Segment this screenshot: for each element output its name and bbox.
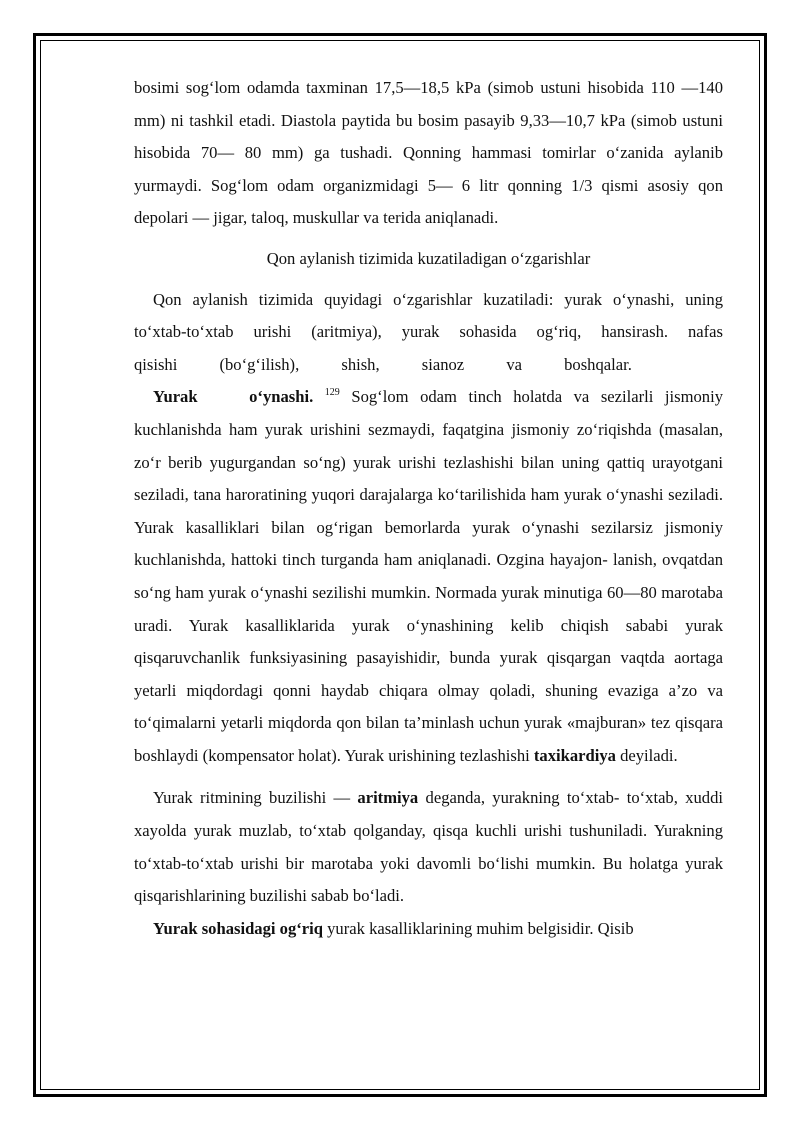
section-heading: Qon aylanish tizimida kuzatiladigan o‘zgarishlar	[266, 248, 591, 268]
term-chest-pain: Yurak sohasidagi og‘riq	[153, 918, 323, 938]
palpitation-end: deyiladi.	[615, 745, 678, 765]
page-content	[134, 72, 723, 945]
paragraph-palpitation	[134, 381, 723, 772]
paragraph-changes-line2: qisishi (bo‘g‘ilish), shish, sianoz va boshqalar.	[134, 354, 632, 374]
term-palpitation: Yurak o‘ynashi.	[153, 387, 314, 407]
arrhythmia-start: Yurak ritmining buzilishi —	[153, 788, 358, 808]
palpitation-text: Sog‘lom odam tinch holatda va sezilarli jismoniy kuchlanishda ham yurak urishini sezmaydi, faqatgina jismoniy zo‘riqishda (masalan, zo‘r berib yugurgandan so‘ng) yurak urishi tezlashishi bilan uning qattiq urayotgani seziladi, tana haroratining yuqori darajalarga ko‘tarilishida ham yurak o‘ynashi seziladi. Yurak kasalliklari bilan og‘rigan bemorlarda yurak o‘ynashi sezilarsiz jismoniy kuchlanishda, hattoki tinch turganda ham aniqlanadi. Ozgina hayajon- lanish, ovqatdan so‘ng ham yurak o‘ynashi sezilishi mumkin. Normada yurak minutiga 60—80 marotaba uradi. Yurak kasalliklarida yurak o‘ynashining kelib chiqish sababi yurak qisqaruvchanlik funksiyasining pasayishidir, bunda yurak qisqargan vaqtda aortaga yetarli miqdordagi qonni haydab chiqara olmay qoladi, shuning evaziga a’zo va to‘qimalarni yetarli miqdorda qon bilan ta’minlash uchun yurak «majburan» tez qisqara boshlaydi (kompensator holat). Yurak urishining tezlashishi	[134, 387, 723, 765]
term-arrhythmia: aritmiya	[357, 788, 419, 808]
paragraph-changes	[134, 284, 723, 349]
arrhythmia-text: deganda, yurakning to‘xtab- to‘xtab, xuddi xayolda yurak muzlab, to‘xtab qolganday, qisqa kuchli urishi tushuniladi. Yurakning to‘xtab-to‘xtab urishi bir marotaba yoki davomli bo‘lishi mumkin. Bu holatga yurak qisqarishlarining buzilishi sabab bo‘ladi.	[134, 788, 723, 906]
paragraph-changes-line1: Qon aylanish tizimida quyidagi o‘zgarishlar kuzatiladi: yurak o‘ynashi, uning to‘xtab-to‘xtab urishi (aritmiya), yurak sohasida og‘riq, hansirash. nafas	[134, 289, 723, 342]
paragraph-blood-pressure: bosimi sog‘lom odamda taxminan 17,5—18,5 kPa (simob ustuni hisobida 110 —140 mm) ni tashkil etadi. Diastola paytida bu bosim pasayib 9,33—10,7 kPa (simob ustuni hisobida 70— 80 mm) ga tushadi. Qonning hammasi tomirlar o‘zanida aylanib yurmaydi. Sog‘lom odam organizmidagi 5— 6 litr qonning 1/3 qismi asosiy qon depolari — jigar, taloq, muskullar va terida aniqlanadi.	[134, 78, 723, 228]
footnote-marker: 129	[324, 387, 340, 399]
paragraph-changes-end	[134, 349, 723, 382]
paragraph-arrhythmia	[134, 782, 723, 912]
paragraph-chest-pain	[134, 913, 723, 946]
term-tachycardia: taxikardiya	[533, 745, 616, 765]
chest-pain-text: yurak kasalliklarining muhim belgisidir. Qisib	[322, 918, 634, 938]
